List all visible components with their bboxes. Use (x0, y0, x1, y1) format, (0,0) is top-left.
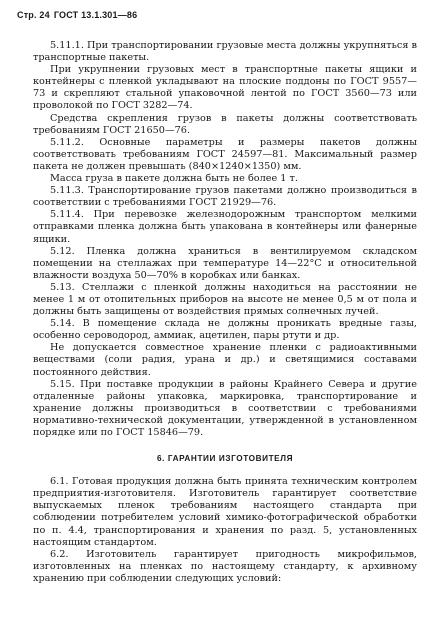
paragraph-6-2: 6.2. Изготовитель гарантирует пригодность микрофильмов, изготовленных на пленках по настоящему стандарту, к архивному хранению при соблюдении следующих условий: (33, 548, 417, 584)
paragraph-6-1: 6.1. Готовая продукция должна быть принята техническим контролем предприятия-изготовителя. Изготовитель гарантирует соответствие выпускаемых пленок требованиям настоящего стандарта при соблюдении потребителем условий химико-фотографической обработки по п. 4.4, транспортирования и хранения по разд. 5, установленных настоящим стандартом. (33, 476, 417, 548)
paragraph-fastening-means: Средства скрепления грузов в пакеты должны соответствовать требованиям ГОСТ 21650—76. (33, 112, 417, 136)
running-header (17, 10, 137, 20)
paragraph-5-11-4: 5.11.4. При перевозке железнодорожным транспортом мелкими отправками пленка должна быть упакована в контейнеры или фанерные ящики. (33, 209, 417, 245)
paragraph-joint-storage: Не допускается совместное хранение пленки с радиоактивными веществами (соли радия, урана и др.) и светящимися составами постоянного действия. (33, 342, 417, 378)
section-heading: 6. ГАРАНТИИ ИЗГОТОВИТЕЛЯ (156, 454, 294, 464)
paragraph-5-13: 5.13. Стеллажи с пленкой должны находиться на расстоянии не менее 1 м от отопительных приборов на высоте не менее 0,5 м от пола и должны быть защищены от воздействия прямых солнечных лучей. (33, 281, 417, 318)
paragraph-cargo-mass: Масса груза в пакете должна быть не более 1 т. (50, 173, 298, 185)
paragraph-pallet-packing: При укрупнении грузовых мест в транспортные пакеты ящики и контейнеры с пленкой укладывают на плоские поддоны по ГОСТ 9557—73 и скрепляют стальной упаковочной лентой по ГОСТ 3560—73 или проволокой по ГОСТ 3282—74. (33, 64, 417, 112)
paragraph-5-14: 5.14. В помещение склада не должны проникать вредные газы, особенно сероводород, аммиак, ацетилен, пары ртути и др. (33, 318, 417, 342)
paragraph-5-11-3: 5.11.3. Транспортирование грузов пакетами должно производиться в соответствии с требованиями ГОСТ 21929—76. (33, 185, 417, 209)
paragraph-5-15: 5.15. При поставке продукции в районы Крайнего Севера и другие отдаленные районы упаковка, маркировка, транспортирование и хранение должны производиться в соответствии с требованиями нормативно-технической документации, утвержденной в установленном порядке или по ГОСТ 15846—79. (33, 378, 417, 438)
page-number-label: Стр. 24 (17, 10, 50, 20)
paragraph-5-12: 5.12. Пленка должна храниться в вентилируемом складском помещении на стеллажах при температуре 14—22°С и относительной влажности воздуха 50—70% в коробках или банках. (33, 245, 417, 281)
paragraph-5-11-1: 5.11.1. При транспортировании грузовые места должны укрупняться в транспортные пакеты. (33, 40, 417, 64)
paragraph-5-11-2: 5.11.2. Основные параметры и размеры пакетов должны соответствовать требованиям ГОСТ 24597—81. Максимальный размер пакета не должен превышать (840×1240×1350) мм. (33, 136, 417, 172)
body-text (33, 40, 417, 585)
standard-designation: ГОСТ 13.1.301—86 (53, 10, 138, 20)
